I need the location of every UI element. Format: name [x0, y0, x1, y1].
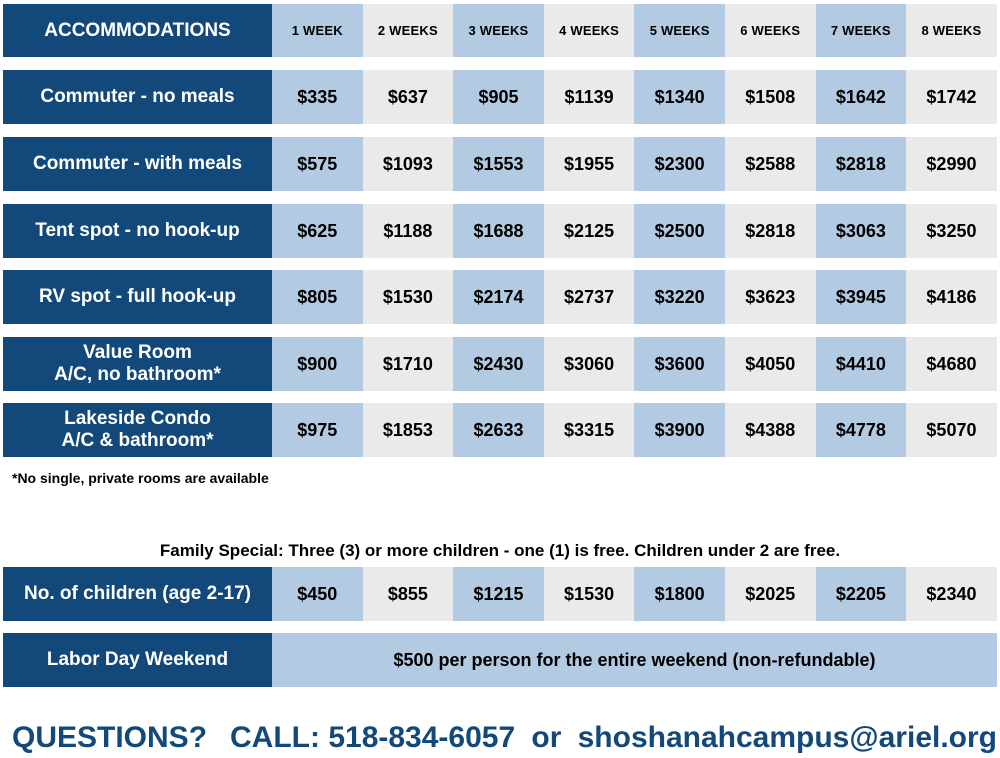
- price-cell: $1553: [453, 137, 544, 191]
- price-cell: $625: [272, 204, 363, 258]
- row-label-line-1: Value Room: [83, 342, 192, 363]
- labor-day-row: [3, 633, 997, 687]
- price-cell: $4388: [725, 403, 816, 457]
- price-cell: $905: [453, 70, 544, 124]
- row-label: [3, 337, 272, 391]
- price-cell: $575: [272, 137, 363, 191]
- price-cell: $3600: [634, 337, 725, 391]
- price-cell: $2588: [725, 137, 816, 191]
- contact-line: [12, 721, 997, 755]
- price-cell: $1093: [363, 137, 454, 191]
- header-week-6: 6 WEEKS: [725, 4, 816, 57]
- price-cell: $1530: [544, 567, 635, 621]
- price-cell: $5070: [906, 403, 997, 457]
- row-label: RV spot - full hook-up: [3, 270, 272, 324]
- price-cell: $855: [363, 567, 454, 621]
- price-cell: $2430: [453, 337, 544, 391]
- price-cell: $4050: [725, 337, 816, 391]
- row-label: Commuter - with meals: [3, 137, 272, 191]
- labor-day-label: Labor Day Weekend: [3, 633, 272, 687]
- questions-label: QUESTIONS?: [12, 721, 208, 754]
- table-row: [3, 137, 997, 191]
- price-cell: $1742: [906, 70, 997, 124]
- row-label: Tent spot - no hook-up: [3, 204, 272, 258]
- price-cell: $3623: [725, 270, 816, 324]
- price-cell: $3315: [544, 403, 635, 457]
- header-accommodations: ACCOMMODATIONS: [3, 4, 272, 57]
- header-week-3: 3 WEEKS: [453, 4, 544, 57]
- price-cell: $2990: [906, 137, 997, 191]
- price-cell: $2818: [725, 204, 816, 258]
- table-row: [3, 337, 997, 391]
- row-label: Commuter - no meals: [3, 70, 272, 124]
- price-cell: $4186: [906, 270, 997, 324]
- children-row-label: No. of children (age 2-17): [3, 567, 272, 621]
- price-cell: $2300: [634, 137, 725, 191]
- table-row: [3, 204, 997, 258]
- price-cell: $900: [272, 337, 363, 391]
- price-cell: $1215: [453, 567, 544, 621]
- price-cell: $2174: [453, 270, 544, 324]
- price-cell: $2340: [906, 567, 997, 621]
- price-cell: $2633: [453, 403, 544, 457]
- price-cell: $1642: [816, 70, 907, 124]
- price-cell: $2500: [634, 204, 725, 258]
- labor-day-price-text: $500 per person for the entire weekend (non-refundable): [272, 633, 997, 687]
- price-cell: $450: [272, 567, 363, 621]
- price-cell: $2205: [816, 567, 907, 621]
- price-cell: $1508: [725, 70, 816, 124]
- row-label-line-2: A/C & bathroom*: [61, 430, 214, 451]
- header-week-8: 8 WEEKS: [906, 4, 997, 57]
- table-row: [3, 70, 997, 124]
- price-cell: $637: [363, 70, 454, 124]
- price-cell: $4410: [816, 337, 907, 391]
- or-separator: or: [531, 721, 562, 754]
- price-cell: $2737: [544, 270, 635, 324]
- price-cell: $1955: [544, 137, 635, 191]
- header-week-4: 4 WEEKS: [544, 4, 635, 57]
- header-week-5: 5 WEEKS: [634, 4, 725, 57]
- price-cell: $1710: [363, 337, 454, 391]
- row-label-line-1: Lakeside Condo: [64, 408, 211, 429]
- header-week-7: 7 WEEKS: [816, 4, 907, 57]
- price-cell: $3220: [634, 270, 725, 324]
- price-cell: $1530: [363, 270, 454, 324]
- price-cell: $1139: [544, 70, 635, 124]
- price-cell: $3063: [816, 204, 907, 258]
- price-cell: $4680: [906, 337, 997, 391]
- header-week-2: 2 WEEKS: [363, 4, 454, 57]
- price-cell: $1340: [634, 70, 725, 124]
- table-row: [3, 270, 997, 324]
- family-special-text: Family Special: Three (3) or more children - one (1) is free. Children under 2 are free.: [159, 541, 841, 560]
- price-cell: $1800: [634, 567, 725, 621]
- price-cell: $1688: [453, 204, 544, 258]
- phone-number[interactable]: CALL: 518-834-6057: [230, 721, 516, 754]
- price-cell: $3060: [544, 337, 635, 391]
- row-label: [3, 403, 272, 457]
- price-cell: $2818: [816, 137, 907, 191]
- row-label-line-2: A/C, no bathroom*: [54, 364, 221, 385]
- price-cell: $3900: [634, 403, 725, 457]
- header-week-1: 1 WEEK: [272, 4, 363, 57]
- price-cell: $4778: [816, 403, 907, 457]
- price-cell: $3250: [906, 204, 997, 258]
- children-row: [3, 567, 997, 621]
- price-cell: $1188: [363, 204, 454, 258]
- email-link[interactable]: shoshanahcampus@ariel.org: [577, 721, 997, 754]
- price-cell: $1853: [363, 403, 454, 457]
- footnote: *No single, private rooms are available: [12, 470, 269, 486]
- table-header-row: [3, 4, 997, 57]
- price-cell: $805: [272, 270, 363, 324]
- price-cell: $2125: [544, 204, 635, 258]
- price-cell: $335: [272, 70, 363, 124]
- price-cell: $975: [272, 403, 363, 457]
- table-row: [3, 403, 997, 457]
- price-cell: $3945: [816, 270, 907, 324]
- price-cell: $2025: [725, 567, 816, 621]
